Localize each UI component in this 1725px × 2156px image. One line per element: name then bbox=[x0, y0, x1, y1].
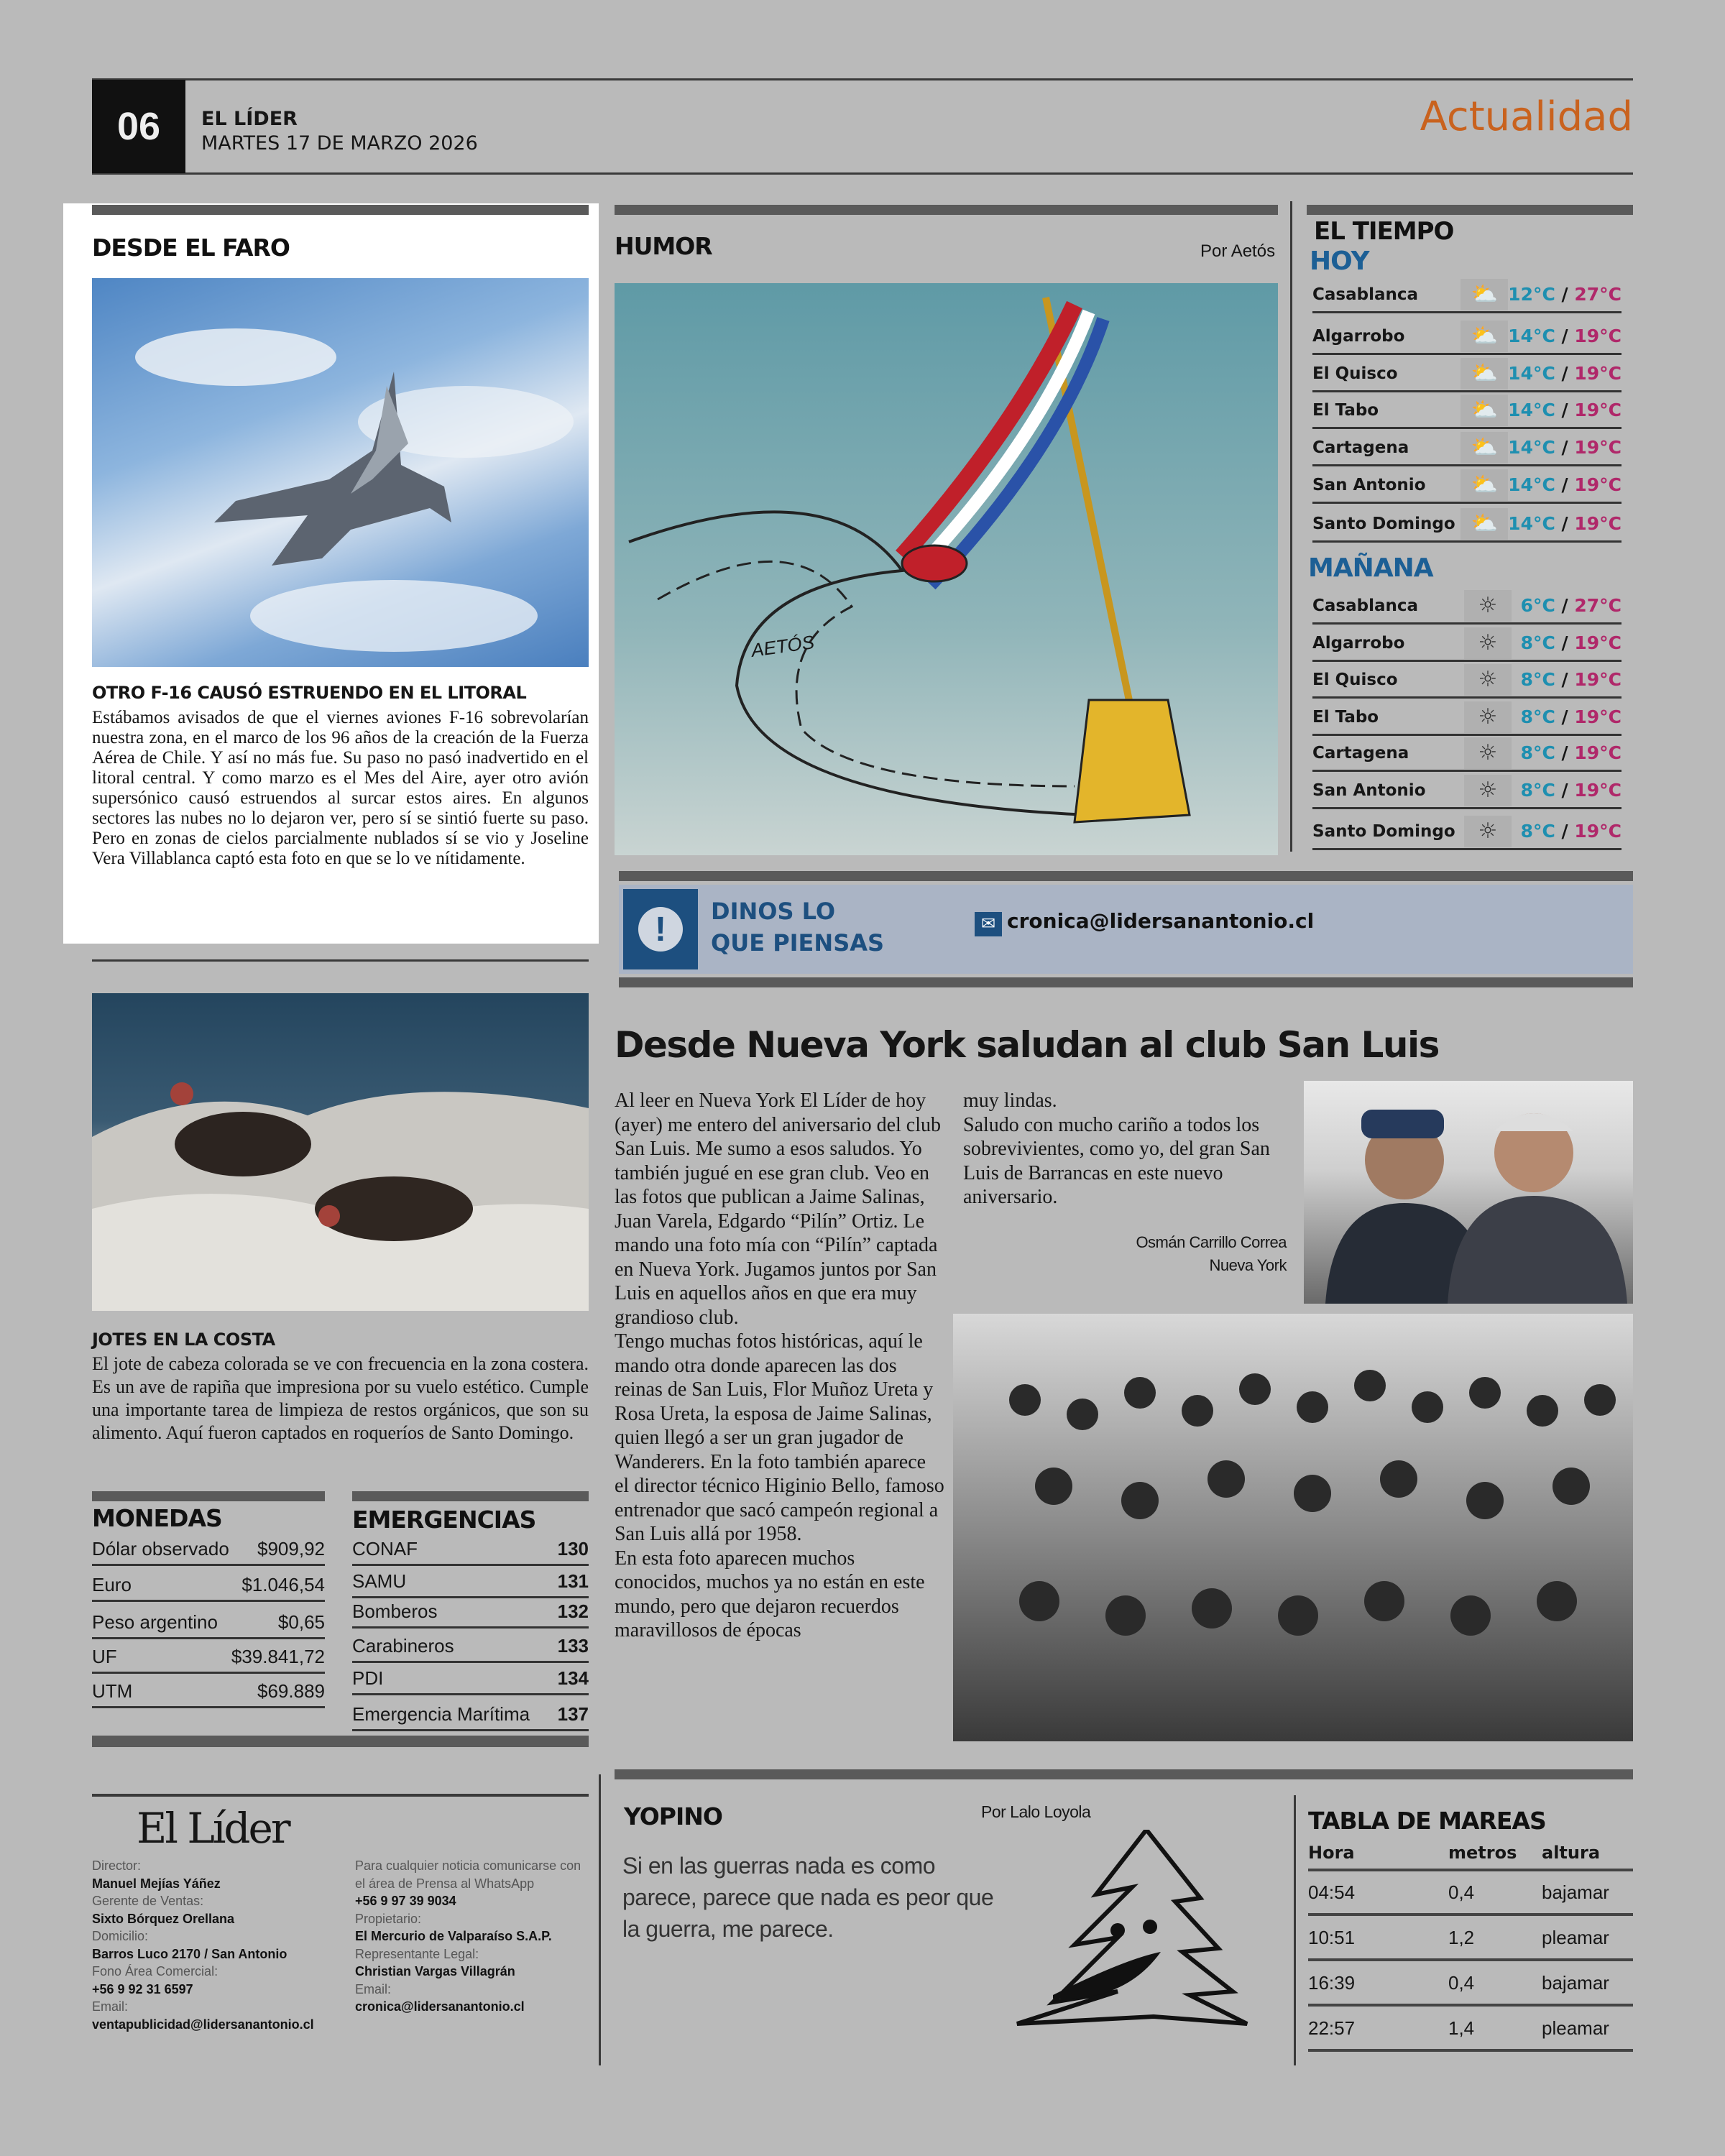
staff-label: Propietario: bbox=[355, 1911, 422, 1926]
emergencia-row bbox=[352, 1597, 589, 1628]
partly-cloudy-icon: ⛅ bbox=[1460, 321, 1508, 352]
marea-altura: pleamar bbox=[1542, 2017, 1609, 2039]
sun-icon: ☼ bbox=[1464, 664, 1512, 696]
pine-tree-cartoon-icon bbox=[1010, 1830, 1254, 2031]
page-number: 06 bbox=[92, 80, 185, 173]
moneda-value: $69.889 bbox=[257, 1680, 325, 1702]
moneda-label: UTM bbox=[92, 1680, 133, 1702]
staff-label: Fono Área Comercial: bbox=[92, 1964, 218, 1978]
marea-altura: bajamar bbox=[1542, 1971, 1609, 1994]
staff-value: Barros Luco 2170 / San Antonio bbox=[92, 1946, 288, 1961]
weather-row: El Tabo ☼ 8°C / 19°C bbox=[1312, 700, 1622, 736]
article-location: Nueva York bbox=[1209, 1256, 1287, 1274]
weather-city: Casablanca bbox=[1312, 596, 1419, 615]
article-title: Desde Nueva York saludan al club San Luis bbox=[615, 1024, 1439, 1066]
staff-label: Director: bbox=[92, 1858, 142, 1873]
divider bbox=[92, 959, 589, 962]
moneda-label: Dólar observado bbox=[92, 1538, 229, 1560]
marea-row bbox=[1308, 1962, 1633, 2007]
staff-value: cronica@lidersanantonio.cl bbox=[355, 1999, 525, 2014]
weather-city: El Quisco bbox=[1312, 364, 1398, 383]
emergencia-row bbox=[352, 1664, 589, 1695]
temp-low: 14°C bbox=[1508, 400, 1555, 420]
column-divider bbox=[599, 1774, 601, 2065]
partly-cloudy-icon: ⛅ bbox=[1460, 508, 1508, 540]
temp-high: 27°C bbox=[1574, 284, 1622, 305]
emergencia-row bbox=[352, 1700, 589, 1731]
weather-row: San Antonio ⛅ 14°C / 19°C bbox=[1312, 468, 1622, 504]
broom-cartoon-icon bbox=[615, 283, 1278, 855]
temp-low: 14°C bbox=[1508, 513, 1555, 534]
staff-value: +56 9 92 31 6597 bbox=[92, 1981, 193, 1996]
weather-row: Santo Domingo ☼ 8°C / 19°C bbox=[1312, 814, 1622, 850]
weather-city: Algarrobo bbox=[1312, 633, 1405, 653]
emergencias-title: EMERGENCIAS bbox=[352, 1506, 536, 1534]
emergencia-label: CONAF bbox=[352, 1538, 418, 1560]
section-bar bbox=[619, 871, 1633, 881]
weather-row: El Quisco ☼ 8°C / 19°C bbox=[1312, 663, 1622, 699]
emergencia-label: PDI bbox=[352, 1667, 384, 1689]
temp-high: 19°C bbox=[1574, 706, 1622, 727]
temp-low: 14°C bbox=[1508, 326, 1555, 346]
article-col2: muy lindas. Saludo con mucho cariño a todos los sobrevivientes, como yo, del gran San Luis de Barrancas en este nuevo aniversario. bbox=[963, 1089, 1270, 1208]
moneda-value: $909,92 bbox=[257, 1538, 325, 1560]
moneda-row bbox=[92, 1608, 325, 1639]
section-title: Actualidad bbox=[1420, 93, 1633, 140]
moneda-value: $39.841,72 bbox=[231, 1646, 325, 1667]
newspaper-name: EL LÍDER bbox=[201, 108, 298, 130]
marea-hora: 16:39 bbox=[1308, 1971, 1356, 1994]
section-bar bbox=[615, 1769, 1633, 1779]
temp-low: 8°C bbox=[1520, 780, 1555, 801]
mareas-header bbox=[1308, 1843, 1633, 1871]
emergencia-label: Emergencia Marítima bbox=[352, 1703, 530, 1725]
weather-city: Santo Domingo bbox=[1312, 821, 1455, 841]
temp-low: 6°C bbox=[1520, 595, 1555, 616]
temp-low: 8°C bbox=[1520, 669, 1555, 690]
header-top-rule bbox=[92, 78, 1633, 80]
emergencia-row bbox=[352, 1631, 589, 1663]
section-bar bbox=[352, 1491, 589, 1501]
partly-cloudy-icon: ⛅ bbox=[1460, 358, 1508, 390]
jet-icon bbox=[92, 278, 589, 667]
article-author: Osmán Carrillo Correa bbox=[1136, 1233, 1287, 1251]
weather-row: Cartagena ☼ 8°C / 19°C bbox=[1312, 736, 1622, 772]
humor-cartoon bbox=[615, 283, 1278, 855]
yopino-title: YOPINO bbox=[624, 1802, 722, 1830]
jotes-body: El jote de cabeza colorada se ve con frecuencia en la zona costera. Es un ave de rapiña que impresiona por su vuelo estético. Cumple una importante tarea de limpieza de restos orgánicos, que son su alimento. Aquí fueron captados en roqueríos de Santo Domingo. bbox=[92, 1353, 589, 1443]
col-altura: altura bbox=[1542, 1843, 1601, 1863]
f16-headline: OTRO F-16 CAUSÓ ESTRUENDO EN EL LITORAL bbox=[92, 683, 527, 703]
section-bar bbox=[615, 205, 1278, 215]
weather-city: Cartagena bbox=[1312, 743, 1409, 763]
staff-label: Email: bbox=[92, 1999, 129, 2014]
tiempo-title: EL TIEMPO bbox=[1314, 217, 1454, 246]
marea-metros: 1,2 bbox=[1448, 1926, 1475, 1948]
partly-cloudy-icon: ⛅ bbox=[1460, 395, 1508, 426]
marea-hora: 22:57 bbox=[1308, 2017, 1356, 2039]
staff-value: +56 9 97 39 9034 bbox=[355, 1894, 456, 1908]
temp-high: 19°C bbox=[1574, 326, 1622, 346]
weather-city: Santo Domingo bbox=[1312, 514, 1455, 533]
temp-low: 14°C bbox=[1508, 437, 1555, 458]
moneda-row bbox=[92, 1677, 325, 1708]
sun-icon: ☼ bbox=[1464, 775, 1512, 806]
staff-label: Representante Legal: bbox=[355, 1946, 479, 1961]
staff-value: Sixto Bórquez Orellana bbox=[92, 1911, 235, 1926]
weather-row: Casablanca ☼ 6°C / 27°C bbox=[1312, 589, 1622, 625]
section-bar bbox=[92, 1491, 325, 1501]
emergencia-number: 132 bbox=[557, 1600, 589, 1622]
moneda-label: UF bbox=[92, 1646, 117, 1667]
f16-photo bbox=[92, 278, 589, 667]
marea-row bbox=[1308, 2007, 1633, 2052]
desde-el-faro-title: DESDE EL FARO bbox=[92, 234, 290, 262]
mareas-title: TABLA DE MAREAS bbox=[1308, 1807, 1546, 1835]
moneda-value: $0,65 bbox=[277, 1611, 325, 1633]
temp-low: 8°C bbox=[1520, 706, 1555, 727]
weather-row: Santo Domingo ⛅ 14°C / 19°C bbox=[1312, 507, 1622, 543]
weather-city: San Antonio bbox=[1312, 475, 1426, 494]
group-photo-icon bbox=[953, 1314, 1633, 1741]
column-divider bbox=[1290, 201, 1292, 852]
staff-label: Domicilio: bbox=[92, 1929, 149, 1943]
moneda-row bbox=[92, 1570, 325, 1602]
weather-city: Cartagena bbox=[1312, 438, 1409, 457]
weather-city: San Antonio bbox=[1312, 780, 1426, 800]
el-lider-logo: El Líder bbox=[137, 1804, 289, 1853]
weather-city: El Tabo bbox=[1312, 400, 1379, 420]
sun-icon: ☼ bbox=[1464, 816, 1512, 847]
weather-city: El Quisco bbox=[1312, 670, 1398, 689]
temp-low: 8°C bbox=[1520, 742, 1555, 763]
photo-osman-and-pilin bbox=[1304, 1081, 1633, 1304]
weather-row: El Quisco ⛅ 14°C / 19°C bbox=[1312, 356, 1622, 392]
sun-icon: ☼ bbox=[1464, 627, 1512, 659]
staff-value: ventapublicidad@lidersanantonio.cl bbox=[92, 2017, 314, 2032]
f16-body: Estábamos avisados de que el viernes aviones F-16 sobrevolarían nuestra zona, en el marco de los 96 años de la creación de la Fuerza Aérea de Chile. Y así no más fue. Su paso no pasó inadvertido en el litoral central. Y como marzo es el Mes del Aire, ayer otro avión supersónico causó estruendos al surcar estos aires. En algunos sectores las nubes no lo dejaron ver, pero sí se sintió fuerte su paso. Pero en zonas de cielos parcialmente nublados sí se vio y Joseline Vera Villablanca captó esta foto en que se lo ve nítidamente. bbox=[92, 708, 589, 868]
dinos-line1: DINOS LO bbox=[711, 898, 836, 925]
moneda-row bbox=[92, 1534, 325, 1566]
emergencia-row bbox=[352, 1534, 589, 1566]
vultures-icon bbox=[92, 993, 589, 1311]
weather-city: Casablanca bbox=[1312, 285, 1419, 304]
temp-low: 14°C bbox=[1508, 363, 1555, 384]
sun-icon: ☼ bbox=[1464, 701, 1512, 733]
emergencia-label: Carabineros bbox=[352, 1635, 454, 1657]
section-bar bbox=[1307, 205, 1633, 215]
moneda-label: Euro bbox=[92, 1574, 132, 1595]
staff-value: Christian Vargas Villagrán bbox=[355, 1964, 515, 1978]
temp-high: 19°C bbox=[1574, 821, 1622, 842]
temp-high: 19°C bbox=[1574, 437, 1622, 458]
emergencia-number: 133 bbox=[557, 1635, 589, 1657]
marea-row bbox=[1308, 1917, 1633, 1961]
jotes-headline: JOTES EN LA COSTA bbox=[92, 1330, 275, 1350]
partly-cloudy-icon: ⛅ bbox=[1460, 469, 1508, 501]
marea-hora: 10:51 bbox=[1308, 1926, 1356, 1948]
emergencia-number: 134 bbox=[557, 1667, 589, 1689]
temp-low: 8°C bbox=[1520, 632, 1555, 653]
col-metros: metros bbox=[1448, 1843, 1517, 1863]
moneda-value: $1.046,54 bbox=[242, 1574, 325, 1595]
staff-label: Gerente de Ventas: bbox=[92, 1894, 204, 1908]
weather-row: Casablanca ⛅ 12°C / 27°C bbox=[1312, 277, 1622, 313]
temp-high: 19°C bbox=[1574, 780, 1622, 801]
hoy-label: HOY bbox=[1310, 247, 1369, 276]
emergencia-label: Bomberos bbox=[352, 1600, 438, 1622]
temp-low: 12°C bbox=[1508, 284, 1555, 305]
temp-high: 19°C bbox=[1574, 363, 1622, 384]
emergencia-row bbox=[352, 1567, 589, 1598]
feedback-icon: ! bbox=[623, 889, 698, 969]
manana-label: MAÑANA bbox=[1308, 553, 1433, 583]
cartoon-signature: AETÓS bbox=[750, 631, 816, 661]
marea-metros: 0,4 bbox=[1448, 1971, 1475, 1994]
header-bottom-rule bbox=[92, 172, 1633, 175]
dinos-email[interactable]: cronica@lidersanantonio.cl bbox=[1007, 909, 1315, 933]
staff-value: El Mercurio de Valparaíso S.A.P. bbox=[355, 1929, 552, 1943]
yopino-author: Por Lalo Loyola bbox=[981, 1802, 1091, 1821]
column-divider bbox=[1294, 1795, 1296, 2065]
weather-row: Algarrobo ☼ 8°C / 19°C bbox=[1312, 626, 1622, 662]
marea-altura: bajamar bbox=[1542, 1881, 1609, 1903]
staff-value: Manuel Mejías Yáñez bbox=[92, 1876, 221, 1891]
emergencia-number: 130 bbox=[557, 1538, 589, 1560]
marea-altura: pleamar bbox=[1542, 1926, 1609, 1948]
weather-city: Algarrobo bbox=[1312, 326, 1405, 346]
yopino-quote: Si en las guerras nada es como parece, parece que nada es peor que la guerra, me parece. bbox=[622, 1853, 994, 1942]
temp-high: 19°C bbox=[1574, 742, 1622, 763]
dinos-lo-que-piensas-banner bbox=[619, 885, 1633, 974]
marea-hora: 04:54 bbox=[1308, 1881, 1356, 1903]
vultures-photo bbox=[92, 993, 589, 1311]
staff-label: Para cualquier noticia comunicarse con el área de Prensa al WhatsApp bbox=[355, 1858, 581, 1891]
dinos-line2: QUE PIENSAS bbox=[711, 929, 885, 957]
marea-metros: 1,4 bbox=[1448, 2017, 1475, 2039]
temp-high: 19°C bbox=[1574, 669, 1622, 690]
issue-date: MARTES 17 DE MARZO 2026 bbox=[201, 132, 478, 155]
humor-title: HUMOR bbox=[615, 232, 712, 260]
article-col1: Al leer en Nueva York El Líder de hoy (ayer) me entero del aniversario del club San Luis. Me sumo a esos saludos. Yo también jugué en ese gran club. Veo en las fotos que publican a Jaime Salinas, Juan Varela, Edgardo “Pilín” Ortiz. Le mando una foto mía con “Pilín” captada en Nueva York. Jugamos juntos por San Luis en aquellos años en que era muy grandioso club. Tengo muchas fotos históricas, aquí le mando otra donde aparecen las dos reinas de San Luis, Flor Muñoz Ureta y Rosa Ureta, la esposa de Jaime Salinas, quien llegó a ser un gran jugador de Wanderers. En la foto también aparece el director técnico Higinio Bello, famoso entrenador que sacó campeón regional a San Luis allá por 1958. En esta foto aparecen muchos conocidos, muchos ya no están en este mundo, pero que dejaron recuerdos maravillosos de épocas bbox=[615, 1089, 944, 1641]
staff-right bbox=[355, 1857, 585, 2016]
marea-metros: 0,4 bbox=[1448, 1881, 1475, 1903]
temp-high: 19°C bbox=[1574, 513, 1622, 534]
emergencia-number: 131 bbox=[557, 1570, 589, 1592]
sun-icon: ☼ bbox=[1464, 590, 1512, 622]
two-men-photo-icon bbox=[1304, 1081, 1633, 1304]
article-signature bbox=[963, 1231, 1287, 1277]
staff-rule bbox=[92, 1794, 589, 1797]
temp-high: 19°C bbox=[1574, 400, 1622, 420]
temp-low: 8°C bbox=[1520, 821, 1555, 842]
temp-high: 19°C bbox=[1574, 474, 1622, 495]
monedas-title: MONEDAS bbox=[92, 1504, 222, 1532]
marea-row bbox=[1308, 1871, 1633, 1916]
partly-cloudy-icon: ⛅ bbox=[1460, 432, 1508, 464]
emergencia-label: SAMU bbox=[352, 1570, 407, 1592]
staff-left bbox=[92, 1857, 344, 2033]
col-hora: Hora bbox=[1308, 1843, 1355, 1863]
humor-author: Por Aetós bbox=[1200, 241, 1276, 261]
temp-high: 27°C bbox=[1574, 595, 1622, 616]
temp-low: 14°C bbox=[1508, 474, 1555, 495]
weather-row: San Antonio ☼ 8°C / 19°C bbox=[1312, 773, 1622, 809]
partly-cloudy-icon: ⛅ bbox=[1460, 279, 1508, 310]
weather-row: Cartagena ⛅ 14°C / 19°C bbox=[1312, 430, 1622, 466]
weather-row: El Tabo ⛅ 14°C / 19°C bbox=[1312, 393, 1622, 429]
sun-icon: ☼ bbox=[1464, 737, 1512, 769]
section-bar bbox=[619, 977, 1633, 987]
moneda-row bbox=[92, 1642, 325, 1674]
section-bar bbox=[92, 1736, 589, 1747]
temp-high: 19°C bbox=[1574, 632, 1622, 653]
section-bar bbox=[92, 205, 589, 215]
moneda-label: Peso argentino bbox=[92, 1611, 218, 1633]
article-col2-wrap bbox=[963, 1089, 1287, 1277]
email-icon: ✉ bbox=[975, 912, 1002, 936]
staff-label: Email: bbox=[355, 1981, 392, 1996]
weather-row: Algarrobo ⛅ 14°C / 19°C bbox=[1312, 319, 1622, 355]
photo-historic-group bbox=[953, 1314, 1633, 1741]
emergencia-number: 137 bbox=[557, 1703, 589, 1725]
weather-city: El Tabo bbox=[1312, 707, 1379, 727]
